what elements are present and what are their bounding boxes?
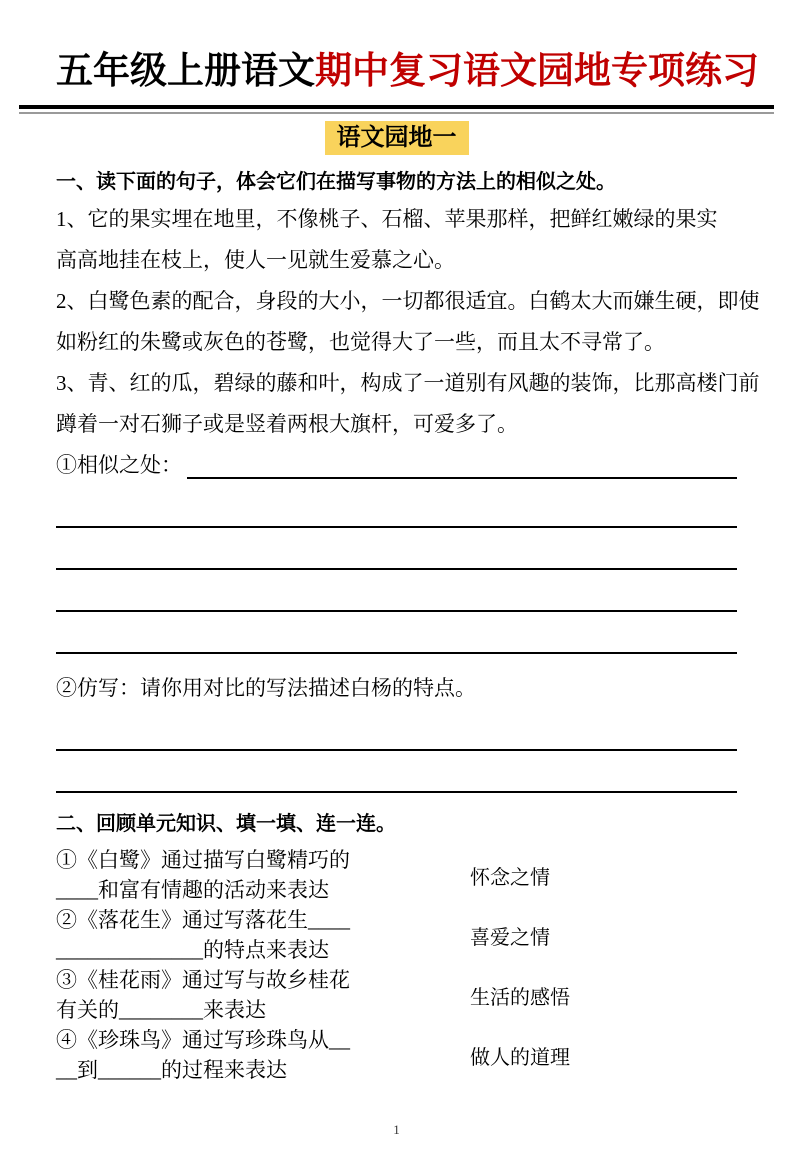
matching-item-line: __到______的过程来表达: [56, 1058, 287, 1082]
answer-line: [56, 709, 737, 751]
matching-right-column: [470, 845, 570, 1085]
question1-row: [56, 445, 737, 486]
answer-line: [56, 751, 737, 793]
page-title-black-part: 五年级上册语文: [56, 51, 315, 92]
unit-badge: 语文园地一: [325, 121, 469, 155]
question1-answer-rule: [187, 477, 737, 479]
matching-item-line: ____和富有情趣的活动来表达: [56, 878, 329, 902]
matching-option: 怀念之情: [470, 866, 550, 889]
matching-item-line: ①《白鹭》通过描写白鹭精巧的: [56, 848, 350, 872]
sentence-line: 3、青、红的瓜，碧绿的藤和叶，构成了一道别有风趣的装饰，比那高楼门前: [56, 371, 760, 395]
matching-option: 喜爱之情: [470, 926, 550, 949]
worksheet-page: [0, 48, 793, 96]
matching-left-column: [56, 845, 456, 1085]
separator-thin-line: [19, 112, 774, 114]
answer-line: [56, 486, 737, 528]
answer-line: [56, 528, 737, 570]
sentence-line: 2、白鹭色素的配合，身段的大小，一切都很适宜。白鹤太大而嫌生硬，即使: [56, 289, 760, 313]
sentence-line: 高高地挂在枝上，使人一见就生爱慕之心。: [56, 248, 455, 272]
section-two-heading: 二、回顾单元知识、填一填、连一连。: [56, 813, 396, 835]
matching-item-line: ______________的特点来表达: [56, 938, 329, 962]
page-title: [56, 48, 759, 96]
question1-label: ①相似之处：: [56, 453, 182, 477]
answer-line: [56, 612, 737, 654]
page-title-red-part: 期中复习语文园地专项练习: [315, 51, 759, 92]
answer-line: [56, 570, 737, 612]
matching-item-line: ③《桂花雨》通过写与故乡桂花: [56, 968, 350, 992]
section-one-sentences: [56, 199, 760, 445]
matching-item-line: ②《落花生》通过写落花生____: [56, 908, 350, 932]
matching-option: 生活的感悟: [470, 986, 570, 1009]
question1-answer-lines: [56, 486, 737, 654]
section-one-heading: 一、读下面的句子，体会它们在描写事物的方法上的相似之处。: [56, 171, 616, 193]
sentence-line: 如粉红的朱鹭或灰色的苍鹭，也觉得大了一些，而且太不寻常了。: [56, 330, 665, 354]
question2-answer-lines: [56, 709, 737, 793]
matching-exercise: [56, 845, 737, 1085]
question2-label: ②仿写：请你用对比的写法描述白杨的特点。: [56, 676, 476, 700]
sentence-line: 1、它的果实埋在地里，不像桃子、石榴、苹果那样，把鲜红嫩绿的果实: [56, 207, 718, 231]
title-separator-rule: [19, 105, 774, 114]
page-number: 1: [393, 1122, 400, 1137]
matching-item-line: 有关的________来表达: [56, 998, 266, 1022]
matching-option: 做人的道理: [470, 1046, 570, 1069]
matching-item-line: ④《珍珠鸟》通过写珍珠鸟从__: [56, 1028, 350, 1052]
sentence-line: 蹲着一对石狮子或是竖着两根大旗杆，可爱多了。: [56, 412, 518, 436]
